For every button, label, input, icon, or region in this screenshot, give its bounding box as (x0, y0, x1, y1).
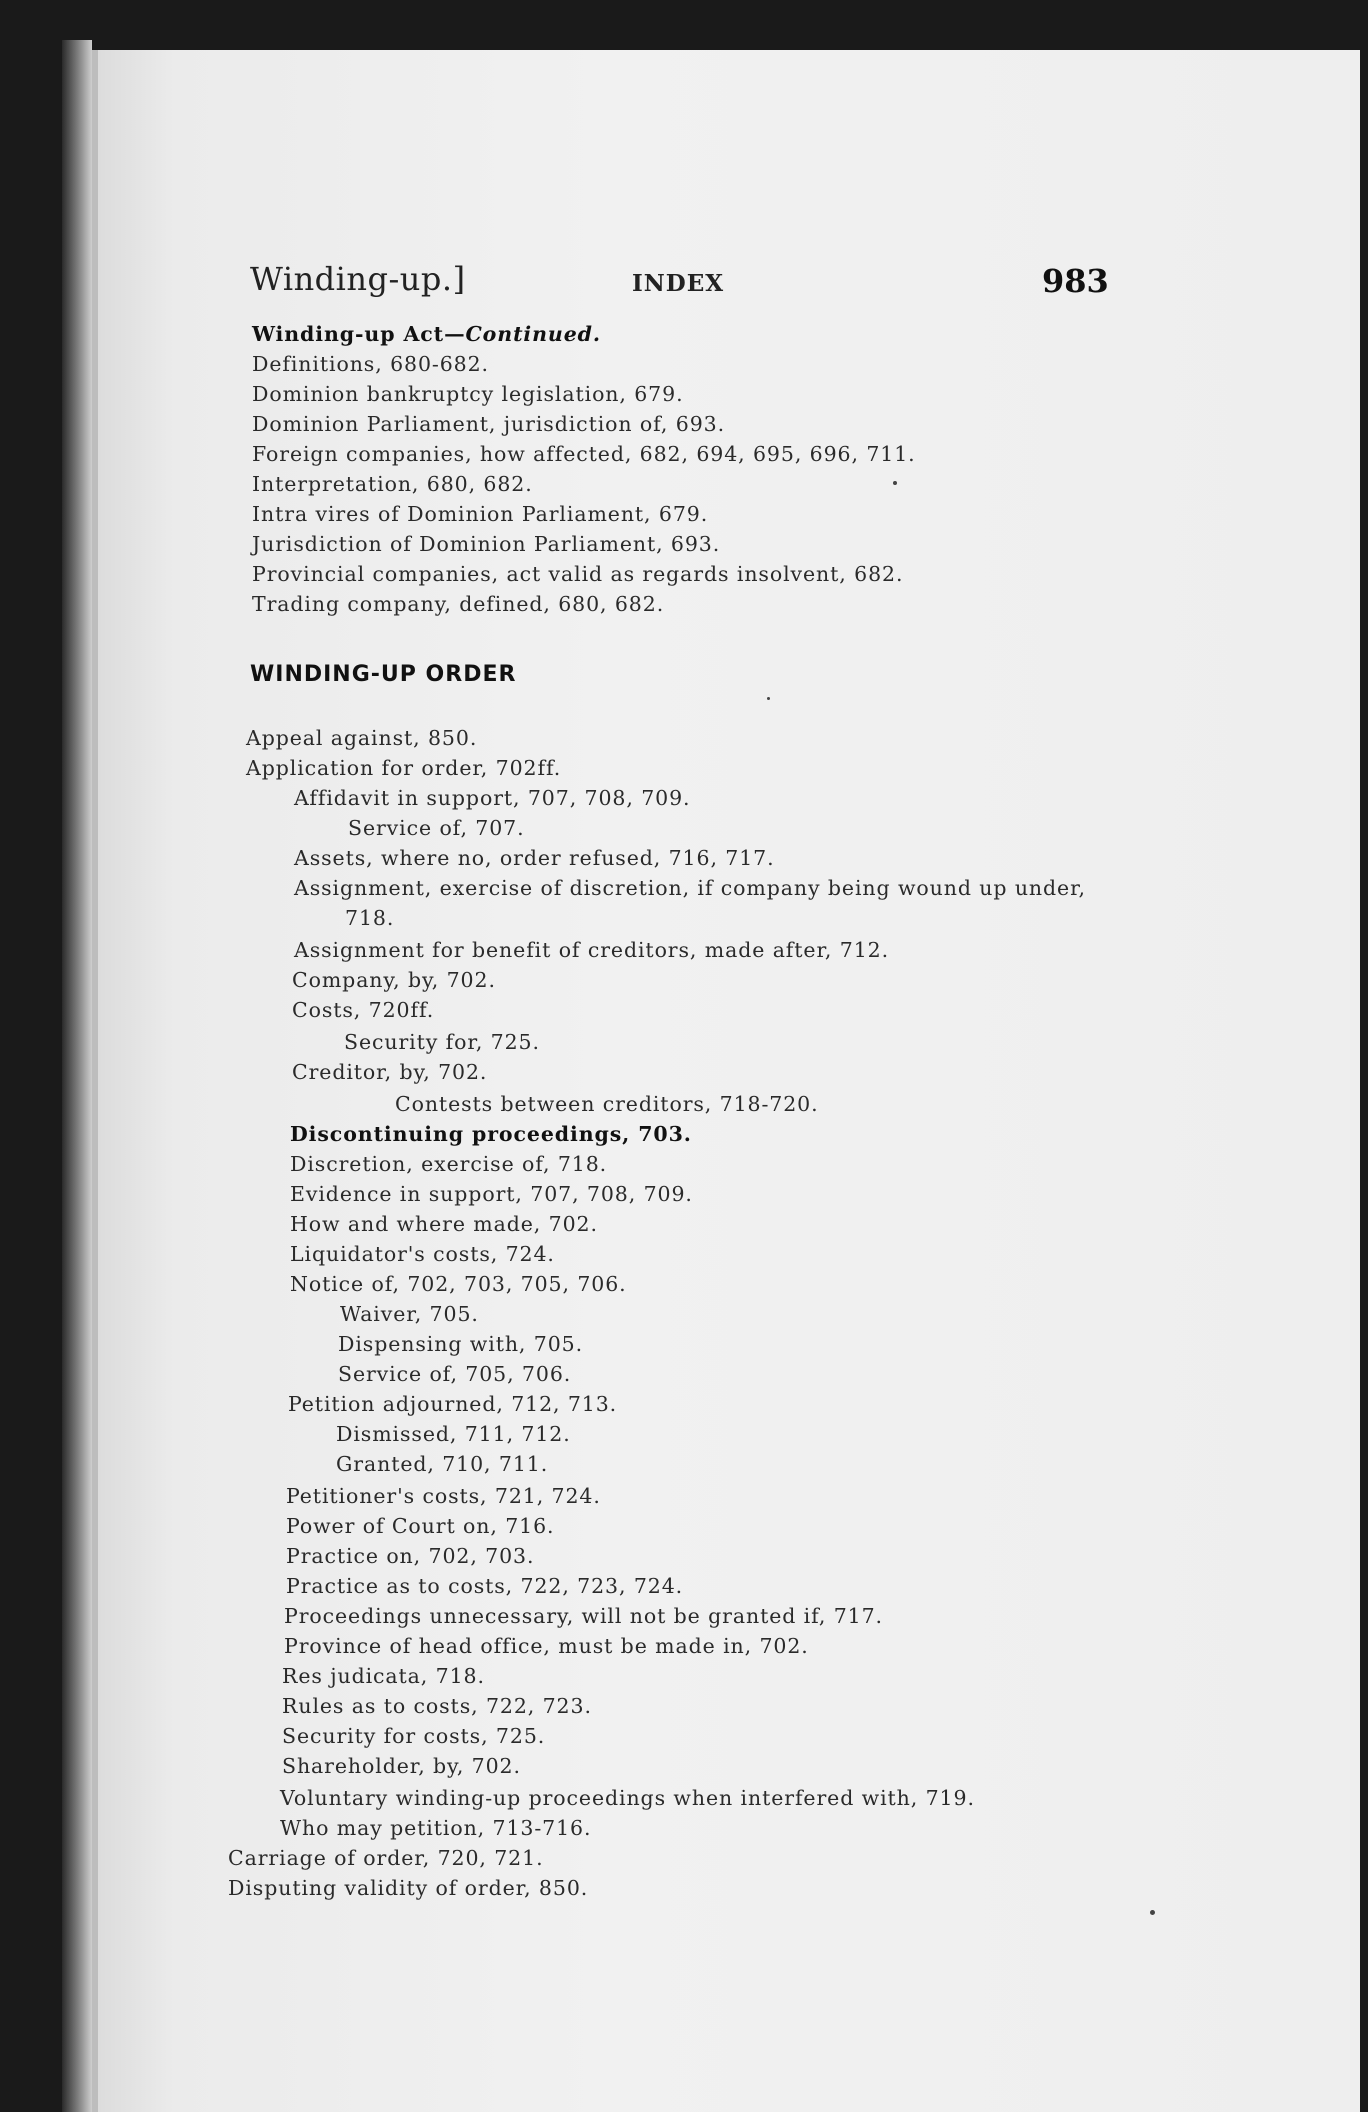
index-subentry: Who may petition, 713-716. (280, 1816, 592, 1840)
index-entry: Carriage of order, 720, 721. (228, 1846, 544, 1870)
index-subentry: Petition adjourned, 712, 713. (288, 1392, 618, 1416)
index-subsubentry: Service of, 707. (348, 816, 525, 840)
index-subentry: Practice as to costs, 722, 723, 724. (286, 1574, 684, 1598)
index-subentry: Definitions, 680-682. (252, 352, 489, 376)
entry-term: Winding-up Act (252, 322, 445, 346)
index-subsubentry: Waiver, 705. (340, 1302, 479, 1326)
index-subentry: Rules as to costs, 722, 723. (282, 1694, 592, 1718)
index-subsubentry: Dismissed, 711, 712. (336, 1422, 571, 1446)
index-subentry: Creditor, by, 702. (292, 1060, 488, 1084)
index-subsubentry: Service of, 705, 706. (338, 1362, 572, 1386)
continued-label: Continued. (465, 322, 601, 346)
index-subsubentry: Contests between creditors, 718-720. (395, 1092, 819, 1116)
paper-speck (1150, 1910, 1155, 1915)
index-subentry: Shareholder, by, 702. (282, 1754, 521, 1778)
index-subentry: Power of Court on, 716. (286, 1514, 555, 1538)
index-subentry: Petitioner's costs, 721, 724. (286, 1484, 601, 1508)
index-subentry: Discretion, exercise of, 718. (290, 1152, 608, 1176)
index-subentry: Costs, 720ff. (292, 998, 435, 1022)
index-entry: Appeal against, 850. (246, 726, 478, 750)
index-subentry: Assignment for benefit of creditors, made after, 712. (294, 938, 889, 962)
index-subentry: How and where made, 702. (290, 1212, 598, 1236)
index-subsubentry: Dispensing with, 705. (338, 1332, 584, 1356)
index-subentry: Assignment, exercise of discretion, if company being wound up under, (294, 876, 1086, 900)
index-subentry: Dominion Parliament, jurisdiction of, 693. (252, 412, 725, 436)
index-entry: Application for order, 702ff. (246, 756, 562, 780)
paper-speck (767, 697, 770, 700)
index-subentry: Res judicata, 718. (282, 1664, 485, 1688)
index-subentry: Voluntary winding-up proceedings when interfered with, 719. (280, 1786, 975, 1810)
index-subentry: Practice on, 702, 703. (286, 1544, 535, 1568)
index-subentry: Jurisdiction of Dominion Parliament, 693. (252, 532, 721, 556)
continued-entry-heading (252, 322, 601, 346)
page-number: 983 (1042, 262, 1109, 300)
index-subentry: Province of head office, must be made in, 702. (284, 1634, 809, 1658)
index-subentry: Trading company, defined, 680, 682. (252, 592, 665, 616)
index-subentry-continuation: 718. (345, 906, 395, 930)
section-heading: WINDING-UP ORDER (250, 662, 517, 687)
index-subsubentry: Granted, 710, 711. (336, 1452, 549, 1476)
index-subentry: Assets, where no, order refused, 716, 717. (294, 846, 775, 870)
index-subentry: Foreign companies, how affected, 682, 694, 695, 696, 711. (252, 442, 916, 466)
index-subentry: Provincial companies, act valid as regards insolvent, 682. (252, 562, 904, 586)
index-subentry: Evidence in support, 707, 708, 709. (290, 1182, 693, 1206)
book-spine-edge (62, 40, 92, 2112)
index-subentry: Company, by, 702. (292, 968, 496, 992)
index-subentry: Notice of, 702, 703, 705, 706. (290, 1272, 627, 1296)
running-head-title: INDEX (632, 270, 725, 297)
index-subentry: Discontinuing proceedings, 703. (290, 1122, 692, 1146)
index-subentry: Intra vires of Dominion Parliament, 679. (252, 502, 709, 526)
continued-dash: — (444, 322, 466, 346)
index-subsubentry: Security for, 725. (344, 1030, 540, 1054)
index-subentry: Dominion bankruptcy legislation, 679. (252, 382, 684, 406)
index-subentry: Security for costs, 725. (282, 1724, 546, 1748)
index-subentry: Affidavit in support, 707, 708, 709. (294, 786, 691, 810)
running-head-section: Winding-up.] (250, 260, 466, 298)
index-subentry: Liquidator's costs, 724. (290, 1242, 555, 1266)
index-subentry: Interpretation, 680, 682. (252, 472, 533, 496)
index-entry: Disputing validity of order, 850. (228, 1876, 589, 1900)
paper-speck (893, 481, 897, 485)
index-subentry: Proceedings unnecessary, will not be granted if, 717. (284, 1604, 883, 1628)
